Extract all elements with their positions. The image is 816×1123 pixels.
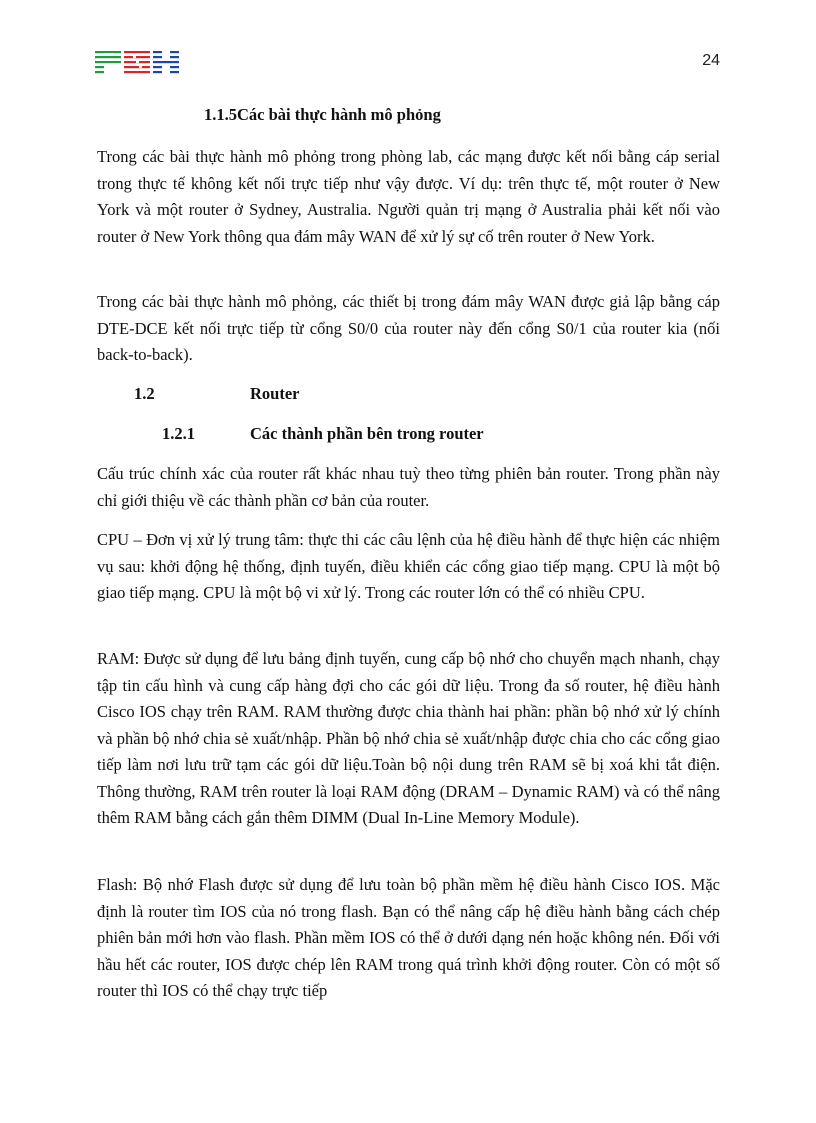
paragraph-ram: RAM: Được sử dụng để lưu bảng định tuyến, cung cấp bộ nhớ cho chuyển mạch nhanh, chạy tập tin cấu hình và cung cấp hàng đợi cho các gói dữ liệu. Trong đa số router, hệ điều hành Cisco IOS chạy trên RAM. RAM thường được chia thành hai phần: phần bộ nhớ xử lý chính và phần bộ nhớ chia sẻ xuất/nhập. Phần bộ nhớ chia sẻ xuất/nhập được chia cho các cổng giao tiếp làm nơi lưu trữ tạm các gói dữ liệu.Toàn bộ nội dung trên RAM sẽ bị xoá khi tắt điện. Thông thường, RAM trên router là loại RAM động (DRAM – Dynamic RAM) và có thể nâng thêm RAM bằng cách gắn thêm DIMM (Dual In-Line Memory Module). xyxy=(97,649,720,827)
page-number: 24 xyxy=(702,52,720,69)
section-title: Các thành phần bên trong router xyxy=(250,424,484,443)
section-heading-1-1-5 xyxy=(204,103,441,127)
section-heading-1-2-1 xyxy=(162,422,484,446)
section-number: 1.1.5 xyxy=(204,105,237,124)
section-number: 1.2.1 xyxy=(162,424,195,443)
section-heading-1-2 xyxy=(134,382,299,406)
section-title: Router xyxy=(250,384,300,403)
section-title: Các bài thực hành mô phỏng xyxy=(237,105,441,124)
section-number: 1.2 xyxy=(134,384,155,403)
logo-graphic xyxy=(95,51,179,75)
company-logo xyxy=(95,51,179,75)
paragraph-router-structure: Cấu trúc chính xác của router rất khác nhau tuỳ theo từng phiên bản router. Trong phần này chỉ giới thiệu về các thành phần cơ bản của router. xyxy=(97,464,720,510)
paragraph-lab-intro: Trong các bài thực hành mô phỏng trong phòng lab, các mạng được kết nối bằng cáp serial trong thực tế không kết nối trực tiếp như vậy được. Ví dụ: trên thực tế, một router ở New York và một router ở Sydney, Australia. Người quản trị mạng ở Australia phải kết nối vào router ở New York thông qua đám mây WAN để xử lý sự cố trên router ở New York. xyxy=(97,147,720,246)
paragraph-wan-simulation: Trong các bài thực hành mô phỏng, các thiết bị trong đám mây WAN được giả lập bằng cáp DTE-DCE kết nối trực tiếp từ cổng S0/0 của router này đến cổng S0/1 của router kia (nối back-to-back). xyxy=(97,292,720,364)
paragraph-flash: Flash: Bộ nhớ Flash được sử dụng để lưu toàn bộ phần mềm hệ điều hành Cisco IOS. Mặc định là router tìm IOS của nó trong flash. Bạn có thể nâng cấp hệ điều hành bằng cách chép phiên bản mới hơn vào flash. Phần mềm IOS có thể ở dưới dạng nén hoặc không nén. Đối với hầu hết các router, IOS được chép lên RAM trong quá trình khởi động router. Còn có một số router thì IOS có thể chạy trực tiếp xyxy=(97,875,720,1000)
paragraph-cpu: CPU – Đơn vị xử lý trung tâm: thực thi các câu lệnh của hệ điều hành để thực hiện các nhiệm vụ sau: khởi động hệ thống, định tuyến, điều khiển các cổng giao tiếp mạng. CPU là một bộ giao tiếp mạng. CPU là một bộ vi xử lý. Trong các router lớn có thể có nhiều CPU. xyxy=(97,530,720,602)
